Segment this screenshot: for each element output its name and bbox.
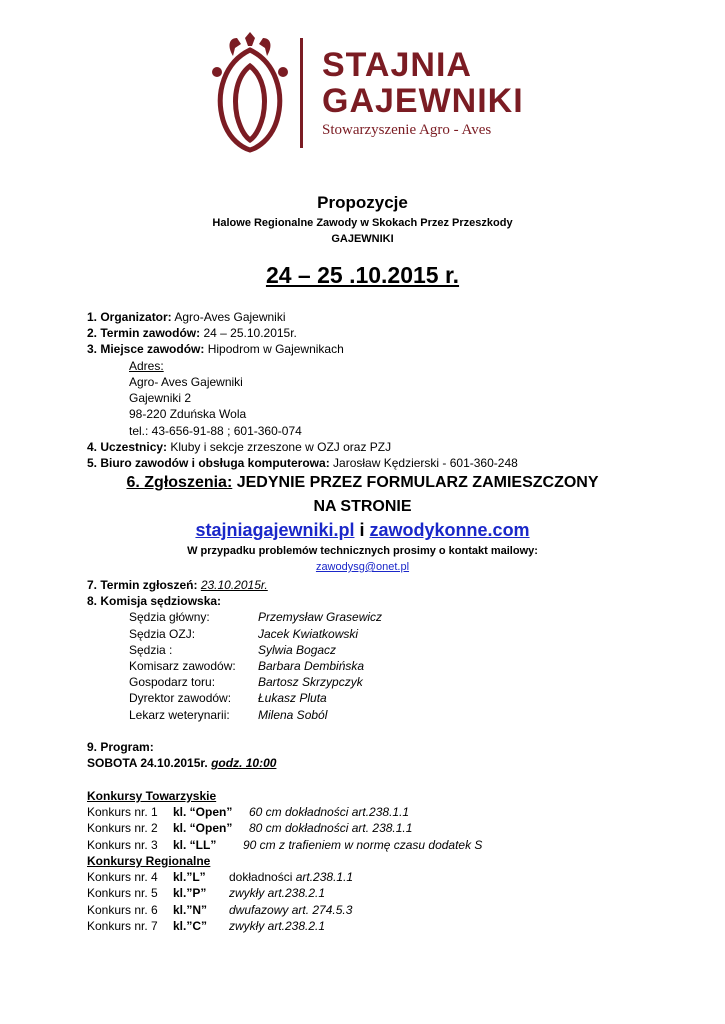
event-location: GAJEWNIKI [331,233,394,245]
item-dates [87,325,297,341]
logo-divider [300,38,303,148]
item-value: Jarosław Kędzierski - 601-360-248 [333,456,518,470]
address-label: Adres: [129,359,164,373]
competition-article: art.238.1.1 [295,870,354,884]
horseshoe-heads-logo [205,32,295,157]
item-value: Hipodrom w Gajewnikach [207,342,344,356]
event-date: 24 – 25 .10.2015 r. [265,262,460,288]
competition-desc: 90 cm z trafieniem w normę czasu dodatek S [243,838,483,852]
competition-desc: dokładności [229,870,296,884]
competition-row [87,837,482,853]
item-label: 7. Termin zgłoszeń: [87,578,198,592]
registration-text-cont: NA STRONIE [313,498,412,515]
registration-label: 6. Zgłoszenia: [126,474,233,491]
regional-competitions-heading: Konkursy Regionalne [87,854,211,868]
jury-name: Barbara Dembińska [258,659,365,673]
competition-class: kl.”P” [173,886,207,900]
contact-note: W przypadku problemów technicznych prosimy o kontakt mailowy: [187,545,538,557]
item-office [87,455,518,471]
contact-email [0,561,725,573]
brand-tagline: Stowarzyszenie Agro - Aves [322,122,492,138]
jury-row [129,626,429,642]
competition-number: Konkurs nr. 3 [87,838,158,852]
competition-row [87,869,353,885]
address-line: Gajewniki 2 [129,391,192,405]
event-name: Halowe Regionalne Zawody w Skokach Przez Przeszkody [212,217,513,229]
jury-role: Gospodarz toru: [129,675,216,689]
address-line: Agro- Aves Gajewniki [129,375,243,389]
jury-row [129,674,429,690]
jury-role: Dyrektor zawodów: [129,691,232,705]
competition-number: Konkurs nr. 5 [87,886,158,900]
competition-number: Konkurs nr. 6 [87,903,158,917]
competition-class: kl.”L” [173,870,206,884]
program-heading: 9. Program: [87,740,154,754]
social-competitions-heading: Konkursy Towarzyskie [87,789,217,803]
item-venue [87,341,344,357]
competition-row [87,804,409,820]
competition-class: kl. “Open” [173,805,233,819]
jury-role: Sędzia : [129,643,173,657]
item-label: 2. Termin zawodów: [87,326,201,340]
competition-class: kl.”N” [173,903,208,917]
item-value: Kluby i sekcje zrzeszone w OZJ oraz PZJ [170,440,392,454]
jury-row [129,658,429,674]
program-day [87,755,276,771]
competition-class: kl. “LL” [173,838,217,852]
item-value: 23.10.2015r. [200,578,268,592]
program-time: godz. 10:00 [211,756,277,770]
competition-number: Konkurs nr. 7 [87,919,158,933]
jury-role: Sędzia OZJ: [129,627,196,641]
jury-role: Sędzia główny: [129,610,210,624]
item-label: 5. Biuro zawodów i obsługa komputerowa: [87,456,330,470]
item-organizer [87,309,286,325]
competition-number: Konkurs nr. 4 [87,870,158,884]
jury-name: Bartosz Skrzypczyk [258,675,363,689]
site-link-zawodykonne[interactable]: zawodykonne.com [369,520,530,540]
competition-desc: 60 cm dokładności art.238.1.1 [249,805,410,819]
item-label: 4. Uczestnicy: [87,440,168,454]
jury-name: Sylwia Bogacz [258,643,337,657]
email-link[interactable]: zawodysg@onet.pl [315,561,410,573]
jury-row [129,642,429,658]
jury-name: Łukasz Pluta [258,691,327,705]
jury-row [129,609,429,625]
page-title: Propozycje [317,193,408,212]
competition-row [87,918,325,934]
item-participants [87,439,391,455]
item-deadline [87,577,268,593]
competition-row [87,820,412,836]
competition-number: Konkurs nr. 2 [87,821,158,835]
registration-heading [0,474,725,492]
competition-desc: zwykły art.238.2.1 [229,886,326,900]
brand-name-line1: STAJNIA [322,46,472,84]
jury-role: Komisarz zawodów: [129,659,236,673]
item-value: 24 – 25.10.2015r. [203,326,297,340]
competition-desc: zwykły art.238.2.1 [229,919,326,933]
jury-heading: 8. Komisja sędziowska: [87,594,222,608]
registration-sites [0,520,725,541]
address-phone: tel.: 43-656-91-88 ; 601-360-074 [129,424,302,438]
site-link-stajnia[interactable]: stajniagajewniki.pl [195,520,355,540]
jury-row [129,707,429,723]
competition-desc: 80 cm dokładności art. 238.1.1 [249,821,413,835]
competition-class: kl. “Open” [173,821,233,835]
jury-name: Przemysław Grasewicz [258,610,383,624]
item-value: Agro-Aves Gajewniki [174,310,286,324]
address-line: 98-220 Zduńska Wola [129,407,247,421]
competition-row [87,902,352,918]
jury-role: Lekarz weterynarii: [129,708,230,722]
competition-row [87,885,325,901]
program-date: SOBOTA 24.10.2015r. [87,756,208,770]
registration-text: JEDYNIE PRZEZ FORMULARZ ZAMIESZCZONY [236,474,599,491]
item-label: 1. Organizator: [87,310,172,324]
jury-row [129,690,429,706]
item-label: 3. Miejsce zawodów: [87,342,205,356]
competition-class: kl.”C” [173,919,208,933]
competition-number: Konkurs nr. 1 [87,805,158,819]
brand-name-line2: GAJEWNIKI [322,82,524,120]
competition-desc: dwufazowy art. 274.5.3 [229,903,353,917]
jury-name: Jacek Kwiatkowski [258,627,359,641]
conjunction: i [359,520,365,540]
jury-name: Milena Soból [258,708,328,722]
